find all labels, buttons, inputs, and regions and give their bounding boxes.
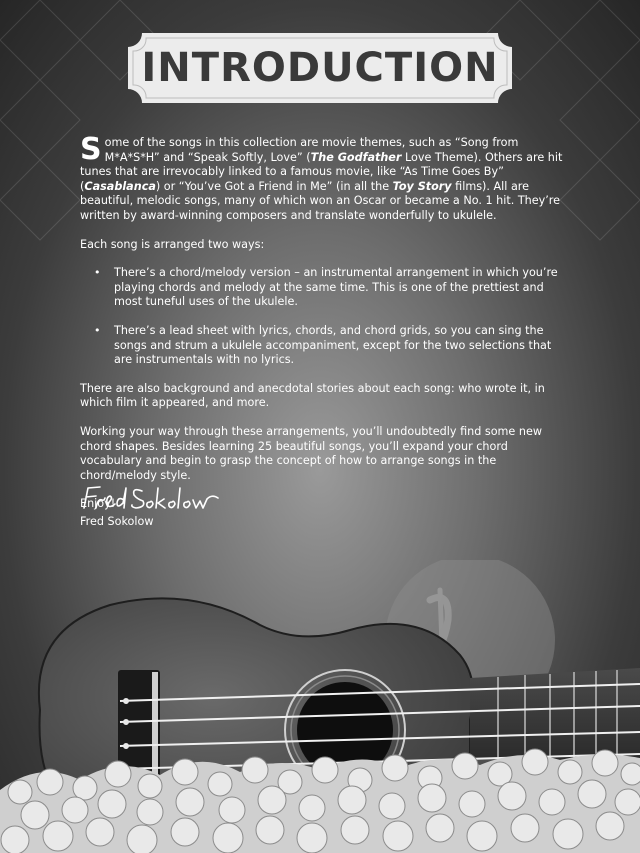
intro-paragraph-5: Enjoy!	[80, 497, 116, 511]
film-title: Casablanca	[84, 179, 156, 193]
film-title: Toy Story	[392, 179, 452, 193]
arrangement-list	[80, 266, 570, 368]
title-banner	[128, 33, 512, 103]
intro-paragraph-3: There are also background and anecdotal stories about each song: who wrote it, in which film it appeared, and more.	[80, 381, 545, 410]
drop-cap: S	[80, 132, 102, 167]
intro-paragraph-4: Working your way through these arrangements, you’ll undoubtedly find some new chord shapes. Besides learning 25 beautiful songs, you’ll expand your chord vocabulary and begin to grasp the concept of how to arrange songs in the chord/melody style.	[80, 424, 542, 482]
list-item: • There’s a chord/melody version – an instrumental arrangement in which you’re playing chords and melody at the same time. This is one of the prettiest and most tuneful uses of the ukulele.	[114, 266, 570, 310]
ukulele-illustration	[0, 560, 640, 853]
list-item: • There’s a lead sheet with lyrics, chords, and chord grids, so you can sing the songs and strum a ukulele accompaniment, except for the two selections that are instrumentals with no lyrics.	[114, 324, 570, 368]
intro-paragraph-1: Some of the songs in this collection are movie themes, such as “Song from M*A*S*H” and “Speak Softly, Love” (The Godfather Love Theme). Others are hit tunes that are irrevocably linked to a famous movie, like “As Time Goes By” (Casablanca) or “You’ve Got a Friend in Me” (in all the Toy Story films). All are beautiful, melodic songs, many of which won an Oscar or became a No. 1 hit. They’re written by award-winning composers and translate wonderfully to ukulele.	[80, 132, 563, 222]
author-name: Fred Sokolow	[80, 515, 154, 528]
intro-text	[80, 132, 570, 526]
film-title: The Godfather	[310, 150, 402, 164]
page-title: INTRODUCTION	[141, 45, 499, 91]
handwritten-signature	[80, 484, 230, 514]
intro-paragraph-2: Each song is arranged two ways:	[80, 237, 265, 251]
